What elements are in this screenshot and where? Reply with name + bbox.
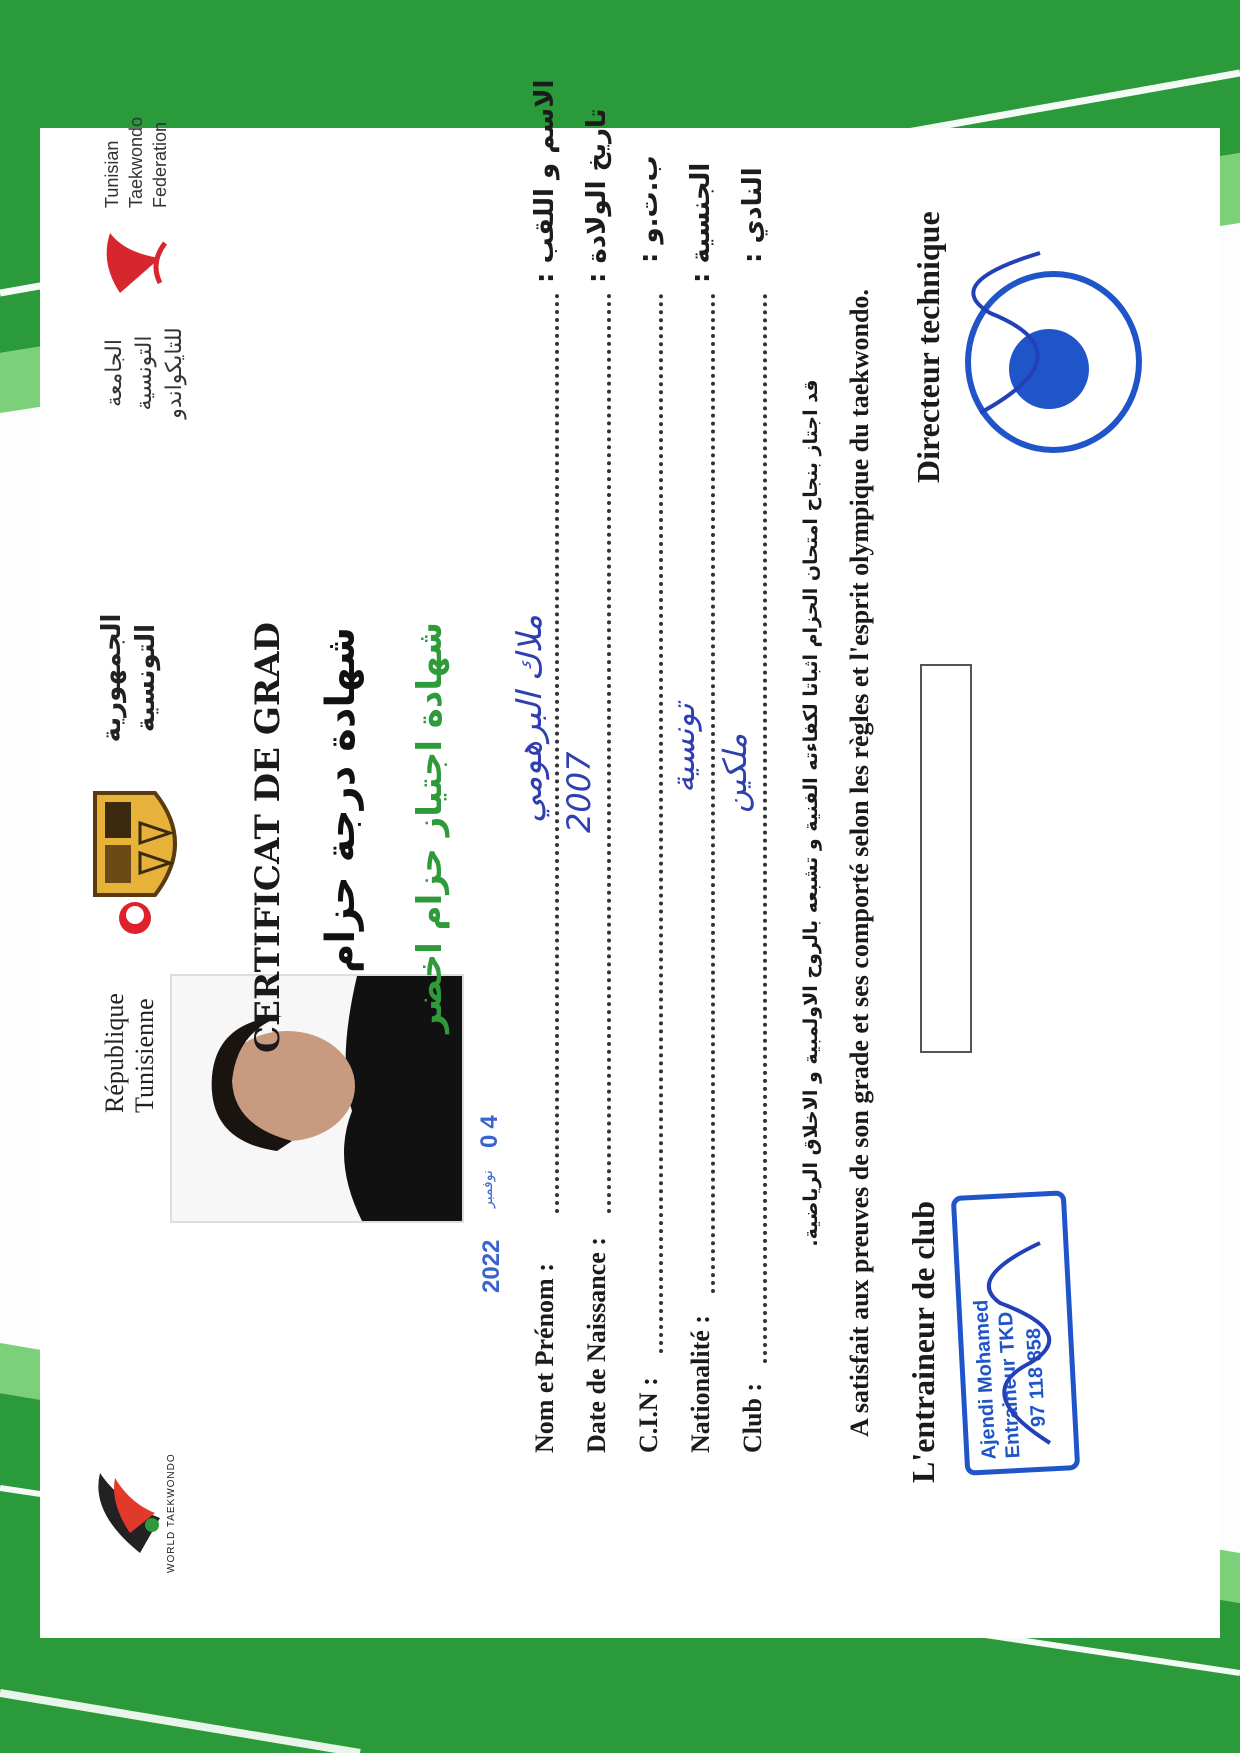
field-dots [763, 293, 767, 1363]
title-fr: CERTIFICAT DE GRAD [248, 622, 288, 1053]
coach-label: L'entraineur de club [905, 1200, 941, 1483]
field-label-ar: ب.ت.و : [634, 155, 664, 263]
field-dots [607, 293, 611, 1213]
field-dots [711, 293, 715, 1293]
issue-month: نوفمبر [480, 1170, 496, 1208]
coach-stamp-text: Ajendi Mohamed Entraineur TKD [970, 1299, 1025, 1461]
title-ar: شهادة درجة حزام [318, 626, 364, 973]
statement-fr: A satisfait aux preuves de son grade et ses comporté selon les règles et l'esprit olympique du taekwondo. [845, 289, 874, 1437]
field-value: تونسية [664, 703, 702, 793]
director-signature [950, 233, 1110, 433]
blank-box [920, 664, 972, 1053]
republic-fr: République Tunisienne [100, 993, 159, 1113]
field-value: 2007 [560, 751, 598, 833]
field-label-fr: Nom et Prénom : [530, 1263, 559, 1453]
field-label-ar: النادي : [738, 167, 768, 263]
field-label-fr: Date de Naissance : [582, 1237, 611, 1453]
field-label-fr: Club : [738, 1382, 767, 1453]
field-label-ar: الاسم و اللقب : [530, 79, 560, 283]
field-dots [659, 293, 663, 1353]
field-dots [555, 293, 559, 1213]
world-taekwondo-logo [70, 1453, 180, 1573]
title-green: شهادة اجتياز حزام اخضر [410, 622, 450, 1033]
field-label-fr: C.I.N : [634, 1377, 663, 1453]
field-label-fr: Nationalité : [686, 1315, 715, 1453]
federation-en: Tunisian Taekwondo Federation [102, 116, 170, 208]
field-value: ملكين [716, 733, 754, 813]
field-label-ar: الجنسية : [686, 162, 716, 283]
federation-ar: الجامعة التونسية للتايكواندو [102, 327, 187, 419]
world-taekwondo-text: WORLD TAEKWONDO [166, 1453, 177, 1573]
issue-year: 2022 [478, 1239, 505, 1293]
director-label: Directeur technique [910, 211, 946, 483]
field-value: ملاك البرهومي [510, 614, 550, 823]
field-label-ar: تاريخ الولادة : [582, 108, 612, 283]
statement-ar: قد اجتاز بنجاح امتحان الحزام اثباتا لكفاءته الفنية و تشبعه بالروح الاولمبية و الاخلاق الرياضية. [800, 379, 822, 1247]
coach-stamp-number: 97 118 858 [1022, 1327, 1050, 1428]
coach-signature [960, 1213, 1080, 1453]
coat-of-arms [80, 773, 200, 943]
federation-logo [90, 223, 185, 303]
republic-ar: الجمهورية التونسية [97, 613, 161, 743]
issue-day: 04 [476, 1109, 503, 1148]
